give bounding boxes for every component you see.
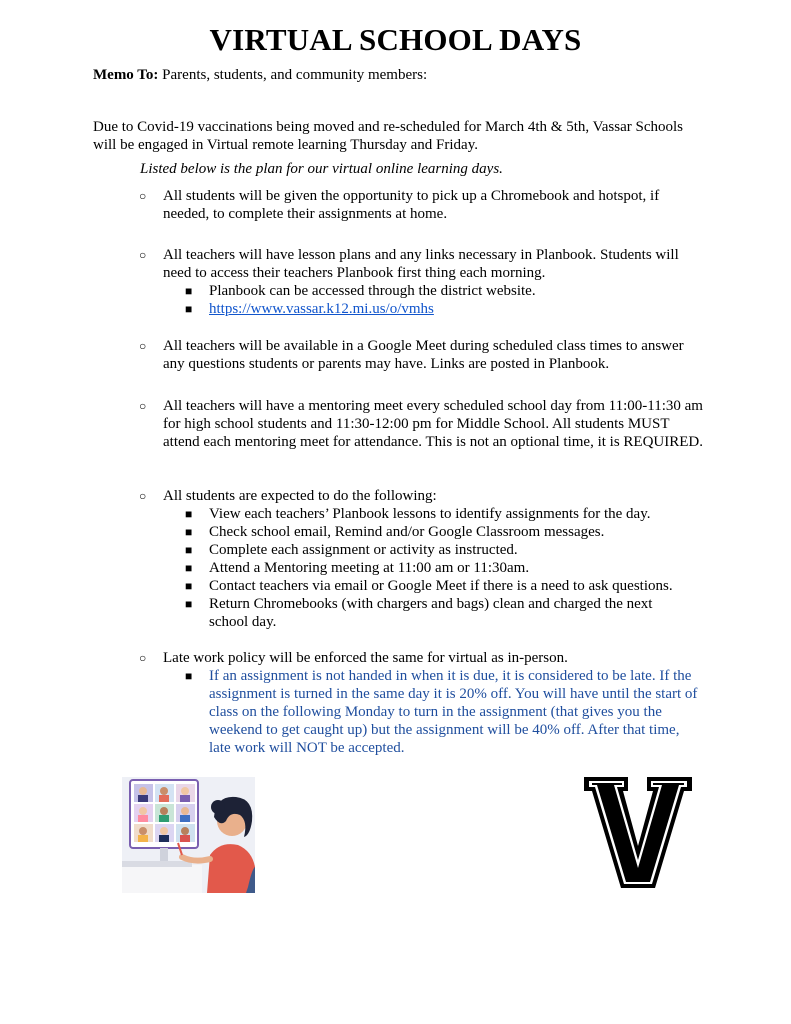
memo-recipients: Parents, students, and community members: xyxy=(158,67,428,83)
square-bullet-icon: ■ xyxy=(185,543,193,557)
list-item-expected: ○ All students are expected to do the following: xyxy=(139,488,437,504)
intro-paragraph: Due to Covid-19 vaccinations being moved and re-scheduled for March 4th & 5th, Vassar Schools will be engaged in Virtual remote learning Thursday and Friday. xyxy=(93,119,684,153)
list-item-google-meet: ○ All teachers will be available in a Google Meet during scheduled class times to answer any questions students or parents may have. Links are posted in Planbook. xyxy=(139,338,684,372)
sub-item-late-detail: ■ If an assignment is not handed in when it is due, it is considered to be late. If the assignment is turned in the same day it is 20% off. You will have until the start of class on the following Monday to turn in the assignment (that gives you the weekend to get caught up) but the assignment will be 40% off. After that time, late work will NOT be accepted. xyxy=(185,668,698,756)
sub-item-expected: ■ Check school email, Remind and/or Google Classroom messages. xyxy=(185,524,605,540)
square-bullet-icon: ■ xyxy=(185,302,193,316)
planbook-link[interactable]: https://www.vassar.k12.mi.us/o/vmhs xyxy=(209,301,434,317)
sub-item-expected: ■ Return Chromebooks (with chargers and bags) clean and charged the next school day. xyxy=(185,596,653,630)
square-bullet-icon: ■ xyxy=(185,579,193,593)
sub-item-expected: ■ Attend a Mentoring meeting at 11:00 am or 11:30am. xyxy=(185,560,530,576)
circle-bullet-icon: ○ xyxy=(139,248,147,262)
circle-bullet-icon: ○ xyxy=(139,489,147,503)
square-bullet-icon: ■ xyxy=(185,507,193,521)
list-item-late-work: ○ Late work policy will be enforced the same for virtual as in-person. xyxy=(139,650,568,666)
square-bullet-icon: ■ xyxy=(185,525,193,539)
student-video-call-illustration xyxy=(122,777,255,893)
sub-item-planbook-link xyxy=(185,300,699,318)
sub-item-expected: ■ Contact teachers via email or Google Meet if there is a need to ask questions. xyxy=(185,578,673,594)
circle-bullet-icon: ○ xyxy=(139,189,147,203)
sub-item-planbook-access: ■ Planbook can be accessed through the district website. xyxy=(185,283,536,299)
memo-label: Memo To: xyxy=(93,67,159,83)
page-title: VIRTUAL SCHOOL DAYS xyxy=(209,22,582,57)
circle-bullet-icon: ○ xyxy=(139,651,147,665)
square-bullet-icon: ■ xyxy=(185,561,193,575)
square-bullet-icon: ■ xyxy=(185,669,193,683)
list-item-lesson-plans: ○ All teachers will have lesson plans and any links necessary in Planbook. Students will need to access their teachers Planbook first thing each morning. xyxy=(139,247,679,281)
square-bullet-icon: ■ xyxy=(185,284,193,298)
list-item-mentoring: ○ All teachers will have a mentoring meet every scheduled school day from 11:00-11:30 am for high school students and 11:30-12:00 pm for Middle School. All students MUST attend each mentoring meet for attendance. This is not an optional time, it is REQUIRED. xyxy=(139,398,704,450)
sub-item-expected: ■ View each teachers’ Planbook lessons to identify assignments for the day. xyxy=(185,506,651,522)
vassar-v-logo xyxy=(583,776,693,889)
circle-bullet-icon: ○ xyxy=(139,399,147,413)
sub-item-expected: ■ Complete each assignment or activity as instructed. xyxy=(185,542,518,558)
square-bullet-icon: ■ xyxy=(185,597,193,611)
memo-line xyxy=(93,67,427,84)
plan-heading: Listed below is the plan for our virtual online learning days. xyxy=(140,161,503,177)
circle-bullet-icon: ○ xyxy=(139,339,147,353)
list-item-chromebook: ○ All students will be given the opportunity to pick up a Chromebook and hotspot, if needed, to complete their assignments at home. xyxy=(139,188,660,222)
